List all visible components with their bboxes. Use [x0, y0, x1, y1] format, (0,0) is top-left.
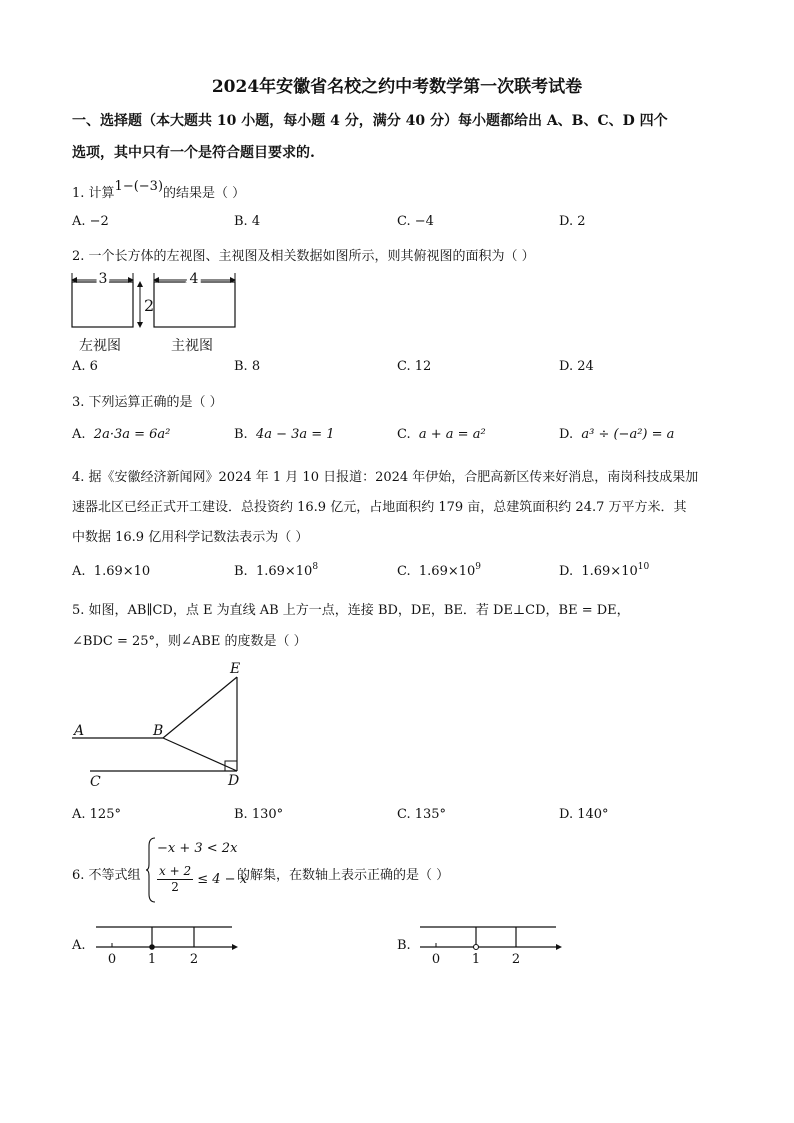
question-5-option-c[interactable]: C. 135° [397, 807, 447, 822]
question-6-option-b[interactable]: B. [397, 938, 411, 953]
option-label: A. [72, 564, 86, 579]
question-1-option-c[interactable]: C. −4 [397, 214, 434, 229]
point-1-solid [150, 945, 155, 950]
tick-0-label: 0 [107, 952, 117, 967]
point-b-label: B [153, 723, 164, 739]
inequality-2 [157, 864, 247, 895]
question-6-suffix: 的解集，在数轴上表示正确的是（ ） [237, 868, 450, 883]
question-1-suffix: 的结果是（ ） [163, 186, 246, 201]
point-e-label: E [230, 661, 241, 677]
question-2-option-d[interactable]: D. 24 [559, 359, 594, 374]
question-1-option-b[interactable]: B. 4 [234, 214, 261, 229]
question-3-option-b[interactable] [234, 427, 335, 442]
question-4-line-1: 4. 据《安徽经济新闻网》2024 年 1 月 10 日报道：2024 年伊始，合肥高新区传来好消息，南岗科技成果加 [72, 470, 699, 485]
fraction-numerator: x + 2 [159, 864, 192, 878]
question-4-value-b: 1.69×10 [255, 564, 313, 579]
question-4-option-c[interactable] [397, 564, 481, 579]
left-view-caption: 左视图 [79, 338, 121, 354]
question-4-exp-b: 8 [312, 562, 319, 572]
height-label: 2 [144, 296, 155, 315]
question-2-option-a[interactable]: A. 6 [72, 359, 98, 374]
left-width-label: 3 [98, 271, 108, 287]
question-3-option-a[interactable] [72, 427, 170, 442]
front-width-label: 4 [189, 271, 199, 287]
tick-1-label: 1 [471, 952, 481, 967]
question-2-figure [66, 268, 246, 332]
left-view-rect [72, 282, 133, 327]
inequality-2-fraction [157, 864, 193, 895]
inequality-2-rest: ≤ 4 − x [197, 872, 248, 887]
question-4-option-d[interactable] [559, 564, 649, 579]
tick-2-label: 2 [189, 952, 199, 967]
question-3-option-c[interactable] [397, 427, 486, 442]
question-1-prefix: 1. 计算 [72, 186, 115, 201]
question-4-value-a: 1.69×10 [93, 564, 151, 579]
tick-0-label: 0 [431, 952, 441, 967]
option-label: B. [234, 564, 248, 579]
tick-1-label: 1 [147, 952, 157, 967]
page-title: 2024年安徽省名校之约中考数学第一次联考试卷 [211, 77, 583, 97]
question-2-option-c[interactable]: C. 12 [397, 359, 432, 374]
option-label: C. [397, 564, 411, 579]
question-3-expr-d: a³ ÷ (−a²) = a [581, 427, 675, 442]
question-4-value-d: 1.69×10 [581, 564, 638, 579]
question-1-option-d[interactable]: D. 2 [559, 214, 586, 229]
question-5-option-a[interactable]: A. 125° [72, 807, 121, 822]
question-3-expr-c: a + a = a² [418, 427, 486, 442]
question-1-expression: 1−(−3) [114, 179, 164, 194]
question-3: 3. 下列运算正确的是（ ） [72, 395, 223, 410]
question-4-exp-c: 9 [475, 562, 482, 572]
question-5-line-2: ∠BDC = 25°，则∠ABE 的度数是（ ） [72, 634, 307, 649]
question-6-option-a[interactable]: A. [72, 938, 86, 953]
segment-be [163, 677, 237, 738]
front-view-rect [154, 282, 235, 327]
point-a-label: A [74, 723, 85, 739]
option-label: C. [397, 427, 411, 442]
point-d-label: D [228, 773, 240, 789]
question-2: 2. 一个长方体的左视图、主视图及相关数据如图所示，则其俯视图的面积为（ ） [72, 249, 535, 264]
question-4-exp-d: 10 [637, 562, 650, 572]
tick-2-label: 2 [511, 952, 521, 967]
option-label: D. [559, 427, 574, 442]
inequality-1: −x + 3 < 2x [157, 841, 238, 856]
question-5-line-1: 5. 如图，AB∥CD，点 E 为直线 AB 上方一点，连接 BD，DE，BE．若 DE⊥CD，BE = DE， [72, 603, 630, 618]
segment-bd [163, 738, 237, 771]
question-5-figure [66, 655, 256, 790]
question-2-option-b[interactable]: B. 8 [234, 359, 261, 374]
question-4-value-c: 1.69×10 [418, 564, 476, 579]
question-4-line-3: 中数据 16.9 亿用科学记数法表示为（ ） [72, 530, 309, 545]
option-label: D. [559, 564, 574, 579]
question-3-option-d[interactable] [559, 427, 674, 442]
question-4-line-2: 速器北区已经正式开工建设．总投资约 16.9 亿元，占地面积约 179 亩，总建筑面积约 24.7 万平方米．其 [72, 500, 687, 515]
question-1-option-a[interactable]: A. −2 [72, 214, 109, 229]
question-3-expr-a: 2a·3a = 6a² [93, 427, 171, 442]
point-1-open [474, 945, 479, 950]
number-line-b [414, 918, 564, 968]
option-label: B. [234, 427, 248, 442]
question-3-expr-b: 4a − 3a = 1 [255, 427, 335, 442]
question-4-option-b[interactable] [234, 564, 318, 579]
option-label: A. [72, 427, 86, 442]
system-brace [145, 836, 157, 904]
front-view-caption: 主视图 [171, 338, 213, 354]
question-6-prefix: 6. 不等式组 [72, 868, 141, 883]
question-5-option-d[interactable]: D. 140° [559, 807, 609, 822]
question-4-option-a[interactable] [72, 564, 150, 579]
fraction-denominator: 2 [171, 880, 179, 894]
section-heading-line-2: 选项，其中只有一个是符合题目要求的. [72, 145, 315, 161]
point-c-label: C [90, 774, 101, 790]
number-line-a [90, 918, 240, 968]
question-5-option-b[interactable]: B. 130° [234, 807, 284, 822]
question-1 [72, 179, 246, 201]
section-heading-line-1: 一、选择题（本大题共 10 小题，每小题 4 分，满分 40 分）每小题都给出 A、B、C、D 四个 [72, 113, 668, 129]
